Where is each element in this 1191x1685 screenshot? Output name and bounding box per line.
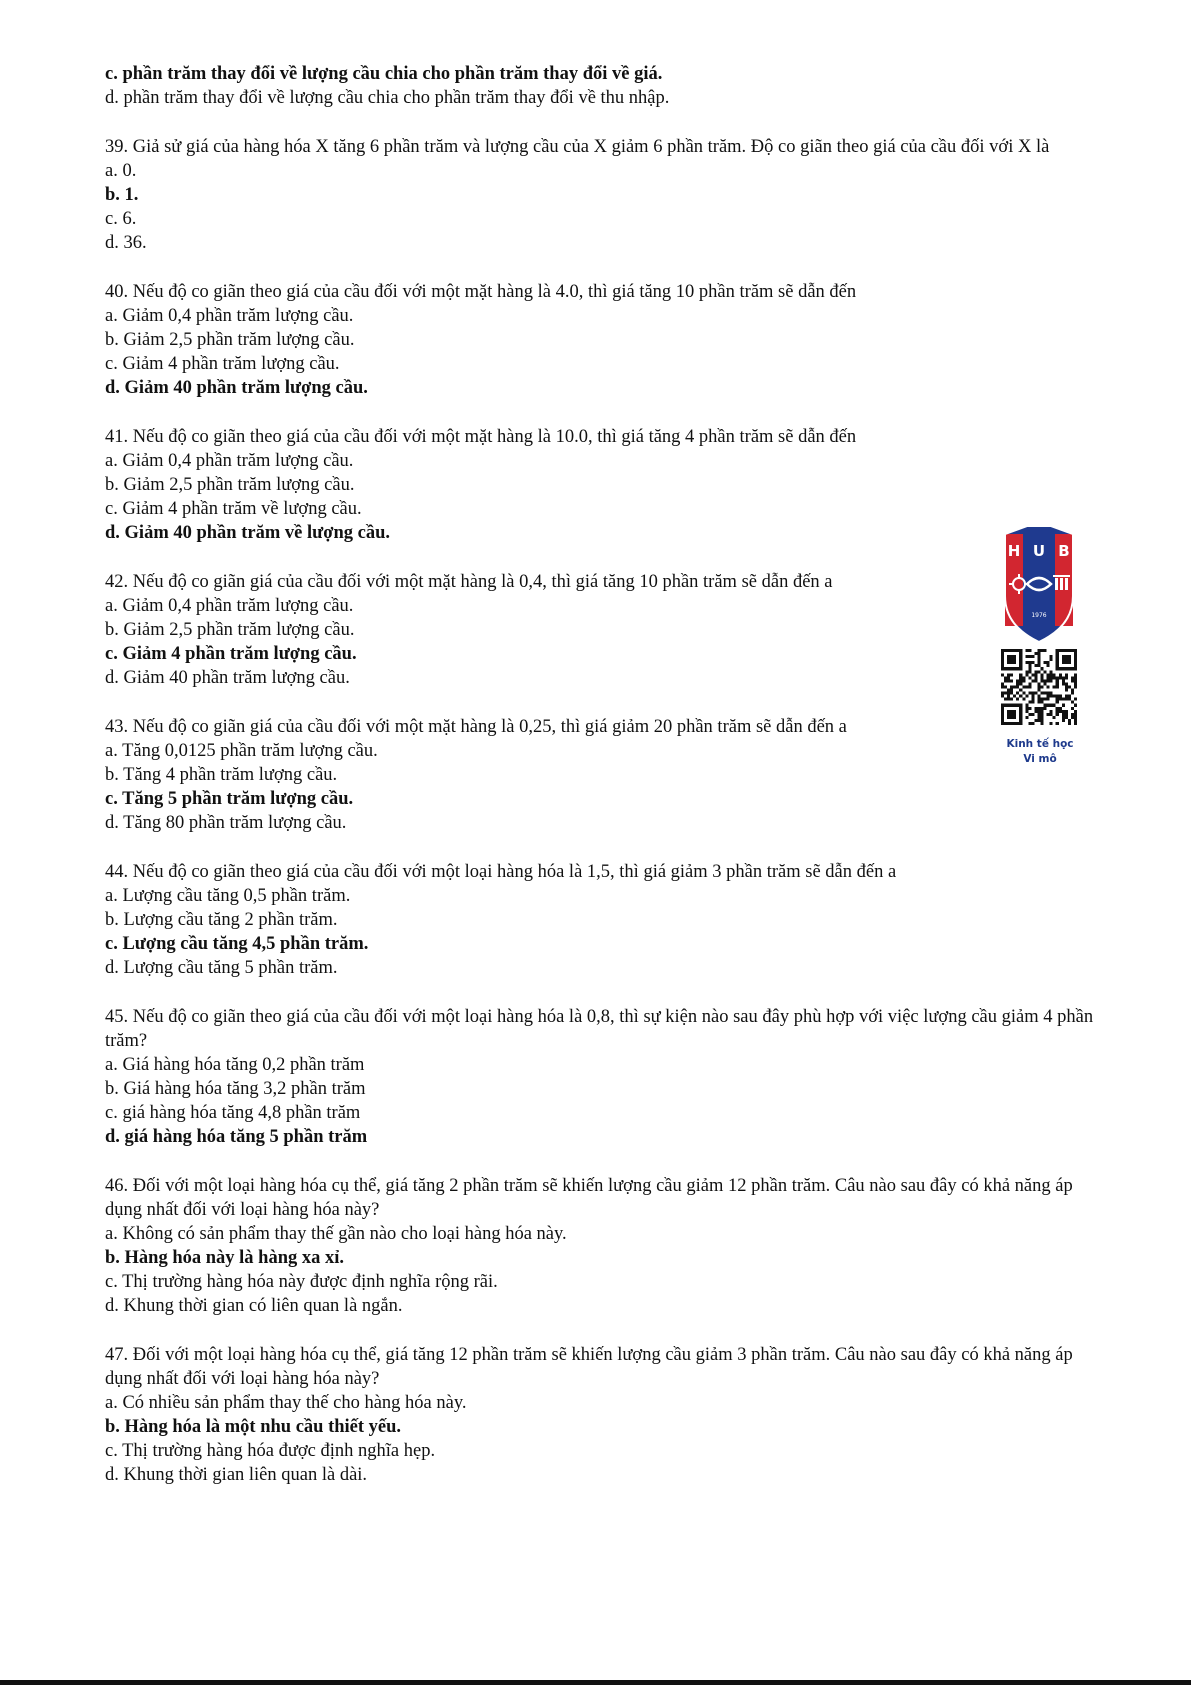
option-c: c. Thị trường hàng hóa này được định nghĩa rộng rãi. bbox=[105, 1272, 498, 1292]
option-c: c. phần trăm thay đổi về lượng cầu chia cho phần trăm thay đổi về giá. bbox=[105, 64, 663, 84]
option-a: a. Giảm 0,4 phần trăm lượng cầu. bbox=[105, 306, 354, 326]
hub-shield-logo bbox=[1003, 526, 1075, 642]
option-c: c. giá hàng hóa tăng 4,8 phần trăm bbox=[105, 1103, 361, 1123]
question-42 bbox=[105, 570, 1095, 690]
question-stem: 45. Nếu độ co giãn theo giá của cầu đối với một loại hàng hóa là 0,8, thì sự kiện nào sau đây phù hợp với việc lượng cầu giảm 4 phần trăm? bbox=[105, 1007, 1094, 1051]
question-list bbox=[105, 135, 1095, 1487]
option-d: d. phần trăm thay đổi về lượng cầu chia cho phần trăm thay đổi về thu nhập. bbox=[105, 88, 670, 108]
question-41 bbox=[105, 425, 1095, 545]
question-stem: 43. Nếu độ co giãn giá của cầu đối với một mặt hàng là 0,25, thì giá giảm 20 phần trăm sẽ dẫn đến a bbox=[105, 717, 847, 737]
option-d: d. Lượng cầu tăng 5 phần trăm. bbox=[105, 958, 338, 978]
option-a: a. Giá hàng hóa tăng 0,2 phần trăm bbox=[105, 1055, 365, 1075]
question-stem: 41. Nếu độ co giãn theo giá của cầu đối với một mặt hàng là 10.0, thì giá tăng 4 phần trăm sẽ dẫn đến bbox=[105, 427, 857, 447]
option-a: a. Không có sản phẩm thay thế gần nào cho loại hàng hóa này. bbox=[105, 1224, 567, 1244]
option-b: b. Tăng 4 phần trăm lượng cầu. bbox=[105, 765, 338, 785]
option-b: b. Giảm 2,5 phần trăm lượng cầu. bbox=[105, 475, 355, 495]
option-d: d. Tăng 80 phần trăm lượng cầu. bbox=[105, 813, 347, 833]
question-47 bbox=[105, 1343, 1095, 1487]
question-stem: 46. Đối với một loại hàng hóa cụ thể, giá tăng 2 phần trăm sẽ khiến lượng cầu giảm 12 phần trăm. Câu nào sau đây có khả năng áp dụng nhất đối với loại hàng hóa này? bbox=[105, 1176, 1073, 1220]
shield-letter-h: H bbox=[1007, 542, 1021, 560]
question-45 bbox=[105, 1005, 1095, 1149]
option-d: d. Khung thời gian có liên quan là ngắn. bbox=[105, 1296, 403, 1316]
option-b: b. Giảm 2,5 phần trăm lượng cầu. bbox=[105, 620, 355, 640]
option-b: b. Lượng cầu tăng 2 phần trăm. bbox=[105, 910, 338, 930]
option-d: d. giá hàng hóa tăng 5 phần trăm bbox=[105, 1127, 368, 1147]
question-38-tail bbox=[105, 62, 1095, 110]
option-b: b. Hàng hóa là một nhu cầu thiết yếu. bbox=[105, 1417, 402, 1437]
option-a: a. Tăng 0,0125 phần trăm lượng cầu. bbox=[105, 741, 378, 761]
question-46 bbox=[105, 1174, 1095, 1318]
question-stem: 39. Giả sử giá của hàng hóa X tăng 6 phần trăm và lượng cầu của X giảm 6 phần trăm. Độ co giãn theo giá của cầu đối với X là bbox=[105, 137, 1050, 157]
option-a: a. Giảm 0,4 phần trăm lượng cầu. bbox=[105, 451, 354, 471]
shield-letter-u: U bbox=[1032, 542, 1046, 560]
shield-letter-b: B bbox=[1058, 542, 1070, 560]
option-c: c. Giảm 4 phần trăm lượng cầu. bbox=[105, 644, 357, 664]
option-c: c. Giảm 4 phần trăm về lượng cầu. bbox=[105, 499, 362, 519]
option-a: a. Giảm 0,4 phần trăm lượng cầu. bbox=[105, 596, 354, 616]
option-c: c. Lượng cầu tăng 4,5 phần trăm. bbox=[105, 934, 369, 954]
option-d: d. Giảm 40 phần trăm lượng cầu. bbox=[105, 378, 368, 398]
option-c: c. Tăng 5 phần trăm lượng cầu. bbox=[105, 789, 354, 809]
option-b: b. Hàng hóa này là hàng xa xỉ. bbox=[105, 1248, 345, 1268]
option-b: b. Giảm 2,5 phần trăm lượng cầu. bbox=[105, 330, 355, 350]
option-d: d. Giảm 40 phần trăm lượng cầu. bbox=[105, 668, 350, 688]
option-d: d. Khung thời gian liên quan là dài. bbox=[105, 1465, 368, 1485]
page-bottom-rule bbox=[0, 1680, 1191, 1685]
option-b: b. Giá hàng hóa tăng 3,2 phần trăm bbox=[105, 1079, 366, 1099]
question-43 bbox=[105, 715, 1095, 835]
option-c: c. Giảm 4 phần trăm lượng cầu. bbox=[105, 354, 340, 374]
question-39 bbox=[105, 135, 1095, 255]
logo-caption bbox=[995, 737, 1085, 767]
qr-code-icon bbox=[1001, 649, 1077, 725]
question-40 bbox=[105, 280, 1095, 400]
option-d: d. Giảm 40 phần trăm về lượng cầu. bbox=[105, 523, 390, 543]
option-a: a. 0. bbox=[105, 161, 137, 181]
option-a: a. Lượng cầu tăng 0,5 phần trăm. bbox=[105, 886, 351, 906]
question-stem: 42. Nếu độ co giãn giá của cầu đối với một mặt hàng là 0,4, thì giá tăng 10 phần trăm sẽ dẫn đến a bbox=[105, 572, 833, 592]
option-c: c. Thị trường hàng hóa được định nghĩa hẹp. bbox=[105, 1441, 436, 1461]
document-body bbox=[105, 62, 1095, 1512]
option-b: b. 1. bbox=[105, 185, 139, 205]
option-c: c. 6. bbox=[105, 209, 137, 229]
logo-caption-line2: Vi mô bbox=[1023, 753, 1057, 765]
question-stem: 47. Đối với một loại hàng hóa cụ thể, giá tăng 12 phần trăm sẽ khiến lượng cầu giảm 3 phần trăm. Câu nào sau đây có khả năng áp dụng nhất đối với loại hàng hóa này? bbox=[105, 1345, 1073, 1389]
question-stem: 40. Nếu độ co giãn theo giá của cầu đối với một mặt hàng là 4.0, thì giá tăng 10 phần trăm sẽ dẫn đến bbox=[105, 282, 857, 302]
question-44 bbox=[105, 860, 1095, 980]
option-d: d. 36. bbox=[105, 233, 147, 253]
option-a: a. Có nhiều sản phẩm thay thế cho hàng hóa này. bbox=[105, 1393, 467, 1413]
logo-caption-line1: Kinh tế học bbox=[1006, 738, 1074, 750]
shield-year: 1976 bbox=[1031, 612, 1047, 619]
question-stem: 44. Nếu độ co giãn theo giá của cầu đối với một loại hàng hóa là 1,5, thì giá giảm 3 phần trăm sẽ dẫn đến a bbox=[105, 862, 897, 882]
